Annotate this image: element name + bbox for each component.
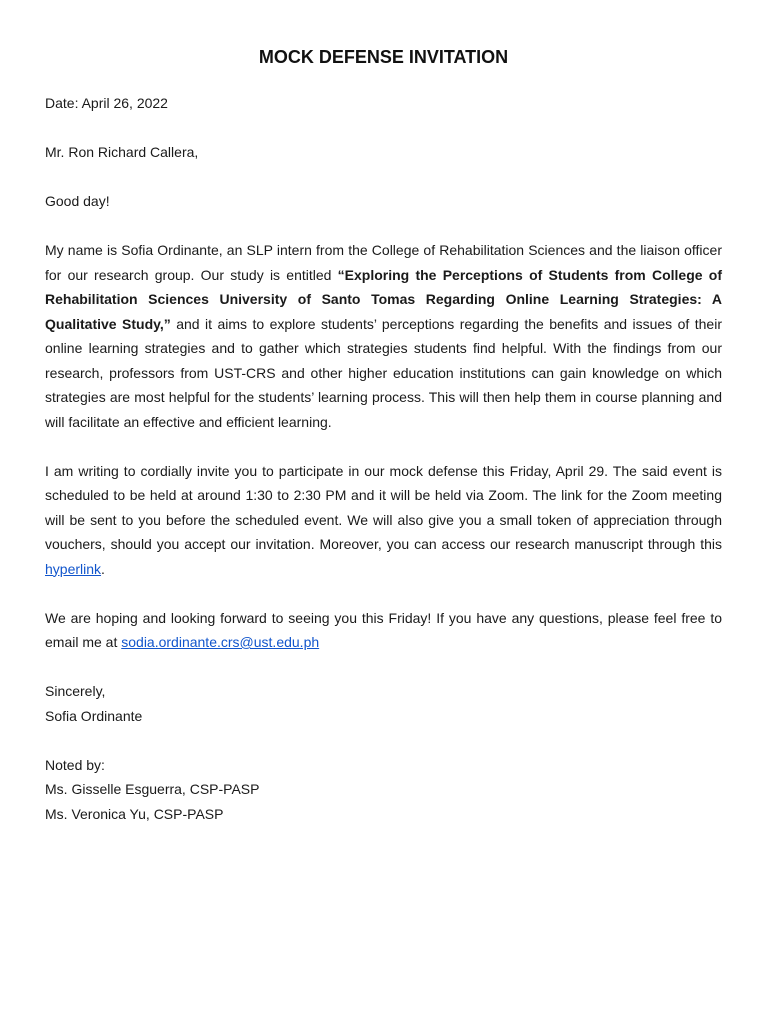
contact-paragraph xyxy=(45,606,722,655)
invitation-end: . xyxy=(101,560,105,577)
intro-rest: and it aims to explore students’ perceptions regarding the benefits and issues of their online learning strategies and to gather which strategies students find helpful. With the findings from our research, professors from UST-CRS and other higher education institutions can gain knowledge on which strategies are most helpful for the students’ learning process. This will then help them in course planning and will facilitate an effective and efficient learning. xyxy=(45,315,722,430)
letter-title: MOCK DEFENSE INVITATION xyxy=(258,47,509,67)
noted-name: Ms. Gisselle Esguerra, CSP-PASP xyxy=(45,781,260,797)
contact-text: We are hoping and looking forward to seeing you this Friday! If you have any questions, please feel free to email me at xyxy=(45,609,722,650)
signer-name: Sofia Ordinante xyxy=(45,707,143,724)
intro-paragraph xyxy=(45,238,722,434)
invitation-text: I am writing to cordially invite you to participate in our mock defense this Friday, April 29. The said event is scheduled to be held at around 1:30 to 2:30 PM and it will be held via Zoom. The link for the Zoom meeting will be sent to you before the scheduled event. We will also give you a small token of appreciation through vouchers, should you accept our invitation. Moreover, you can access our research manuscript through this xyxy=(45,462,722,552)
noted-by-label: Noted by: xyxy=(45,756,105,773)
date-line: Date: April 26, 2022 xyxy=(45,95,168,111)
noted-name: Ms. Veronica Yu, CSP-PASP xyxy=(45,805,224,822)
intro-text: My name is Sofia Ordinante, an SLP intern from the College of Rehabilitation Sciences and the liaison officer for our research group. Our study is entitled xyxy=(45,242,722,283)
invitation-paragraph xyxy=(45,459,722,582)
email-link[interactable]: sodia.ordinante.crs@ust.edu.ph xyxy=(121,634,320,650)
greeting: Good day! xyxy=(45,193,110,209)
letter-page xyxy=(45,44,722,826)
valediction: Sincerely, xyxy=(45,683,106,699)
manuscript-hyperlink[interactable]: hyperlink xyxy=(45,560,102,577)
salutation: Mr. Ron Richard Callera, xyxy=(45,144,199,160)
study-title: “Exploring the Perceptions of Students from College of Rehabilitation Sciences University of Santo Tomas Regarding Online Learning Strategies: A Qualitative Study,” xyxy=(45,266,722,332)
